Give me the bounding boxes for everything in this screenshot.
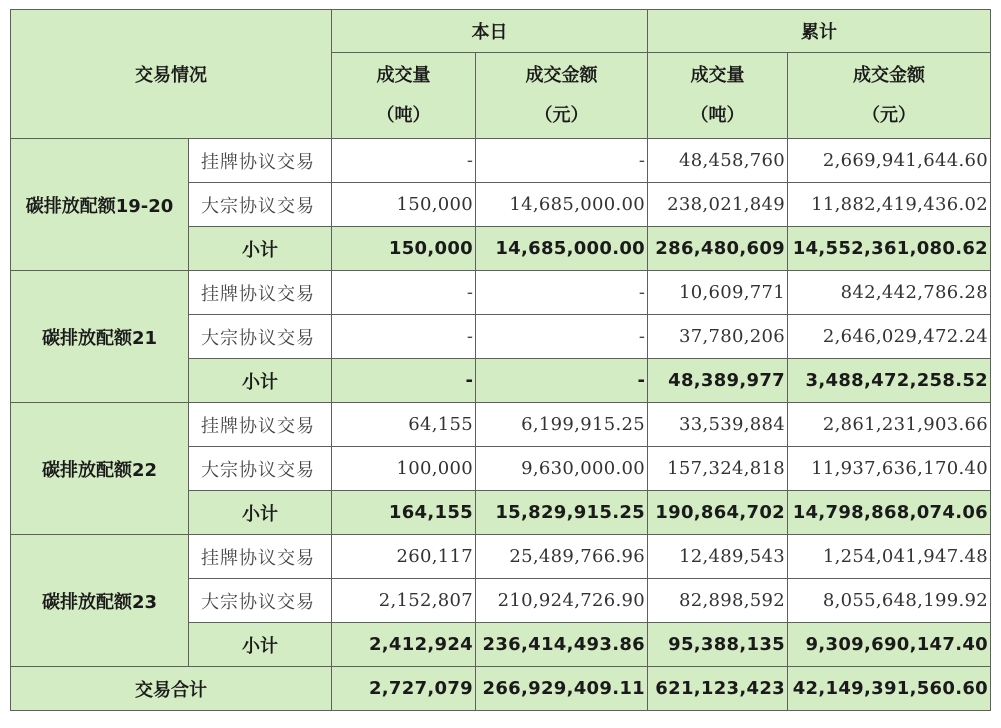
cum-volume: 157,324,818 <box>648 447 788 491</box>
header-cum-amount <box>788 53 991 139</box>
subtotal-cum-amount: 3,488,472,258.52 <box>788 359 991 403</box>
cum-amount: 842,442,786.28 <box>788 271 991 315</box>
today-volume: - <box>332 139 476 183</box>
header-volume-label: 成交量 <box>376 64 431 86</box>
cum-amount: 11,882,419,436.02 <box>788 183 991 227</box>
header-today: 本日 <box>332 10 648 53</box>
today-volume: 260,117 <box>332 535 476 579</box>
header-volume-unit: （吨） <box>376 104 431 126</box>
trade-type: 大宗协议交易 <box>189 315 332 359</box>
header-corner-label: 交易情况 <box>135 65 207 86</box>
table-row <box>11 535 991 579</box>
subtotal-cum-volume: 190,864,702 <box>648 491 788 535</box>
today-amount: 9,630,000.00 <box>476 447 648 491</box>
subtotal-label: 小计 <box>189 227 332 271</box>
cum-volume: 82,898,592 <box>648 579 788 623</box>
header-corner <box>11 10 332 139</box>
today-amount: 6,199,915.25 <box>476 403 648 447</box>
subtotal-cum-volume: 48,389,977 <box>648 359 788 403</box>
subtotal-label: 小计 <box>189 491 332 535</box>
today-amount: - <box>476 271 648 315</box>
today-volume: 64,155 <box>332 403 476 447</box>
header-amount-unit: （元） <box>862 104 916 126</box>
today-amount: 25,489,766.96 <box>476 535 648 579</box>
header-volume-unit: （吨） <box>690 104 745 126</box>
carbon-trading-table <box>10 9 991 711</box>
trade-type: 大宗协议交易 <box>189 183 332 227</box>
today-amount: - <box>476 139 648 183</box>
subtotal-today-amount: - <box>476 359 648 403</box>
header-amount-label: 成交金额 <box>853 64 925 86</box>
group-name: 碳排放配额23 <box>11 535 189 667</box>
today-volume: - <box>332 315 476 359</box>
subtotal-cum-amount: 14,798,868,074.06 <box>788 491 991 535</box>
trade-type: 挂牌协议交易 <box>189 271 332 315</box>
cum-volume: 48,458,760 <box>648 139 788 183</box>
header-amount-unit: （元） <box>534 104 589 126</box>
group-name: 碳排放配额22 <box>11 403 189 535</box>
subtotal-label: 小计 <box>189 359 332 403</box>
total-label: 交易合计 <box>11 667 332 711</box>
cum-volume: 10,609,771 <box>648 271 788 315</box>
cum-volume: 33,539,884 <box>648 403 788 447</box>
cum-volume: 12,489,543 <box>648 535 788 579</box>
header-today-volume <box>332 53 476 139</box>
group-name: 碳排放配额19-20 <box>11 139 189 271</box>
today-amount: 210,924,726.90 <box>476 579 648 623</box>
total-row <box>11 667 991 711</box>
header-cum-volume <box>648 53 788 139</box>
cum-volume: 238,021,849 <box>648 183 788 227</box>
header-volume-label: 成交量 <box>690 64 745 86</box>
cum-amount: 11,937,636,170.40 <box>788 447 991 491</box>
subtotal-cum-volume: 95,388,135 <box>648 623 788 667</box>
today-volume: - <box>332 271 476 315</box>
trade-type: 大宗协议交易 <box>189 447 332 491</box>
subtotal-today-amount: 15,829,915.25 <box>476 491 648 535</box>
header-cumulative: 累计 <box>648 10 991 53</box>
subtotal-label: 小计 <box>189 623 332 667</box>
today-volume: 2,152,807 <box>332 579 476 623</box>
total-today-volume: 2,727,079 <box>332 667 476 711</box>
subtotal-today-volume: 150,000 <box>332 227 476 271</box>
trade-type: 挂牌协议交易 <box>189 535 332 579</box>
trade-type: 大宗协议交易 <box>189 579 332 623</box>
table-row <box>11 403 991 447</box>
cum-amount: 8,055,648,199.92 <box>788 579 991 623</box>
table-row <box>11 139 991 183</box>
subtotal-today-amount: 14,685,000.00 <box>476 227 648 271</box>
cum-amount: 1,254,041,947.48 <box>788 535 991 579</box>
trade-type: 挂牌协议交易 <box>189 139 332 183</box>
today-volume: 100,000 <box>332 447 476 491</box>
subtotal-cum-volume: 286,480,609 <box>648 227 788 271</box>
subtotal-today-amount: 236,414,493.86 <box>476 623 648 667</box>
cum-amount: 2,861,231,903.66 <box>788 403 991 447</box>
subtotal-today-volume: 2,412,924 <box>332 623 476 667</box>
cum-amount: 2,669,941,644.60 <box>788 139 991 183</box>
total-cum-volume: 621,123,423 <box>648 667 788 711</box>
header-today-amount <box>476 53 648 139</box>
today-amount: 14,685,000.00 <box>476 183 648 227</box>
subtotal-cum-amount: 9,309,690,147.40 <box>788 623 991 667</box>
subtotal-today-volume: - <box>332 359 476 403</box>
cum-volume: 37,780,206 <box>648 315 788 359</box>
total-today-amount: 266,929,409.11 <box>476 667 648 711</box>
subtotal-today-volume: 164,155 <box>332 491 476 535</box>
today-volume: 150,000 <box>332 183 476 227</box>
total-cum-amount: 42,149,391,560.60 <box>788 667 991 711</box>
table-row <box>11 271 991 315</box>
today-amount: - <box>476 315 648 359</box>
subtotal-cum-amount: 14,552,361,080.62 <box>788 227 991 271</box>
group-name: 碳排放配额21 <box>11 271 189 403</box>
cum-amount: 2,646,029,472.24 <box>788 315 991 359</box>
header-amount-label: 成交金额 <box>525 64 598 86</box>
trade-type: 挂牌协议交易 <box>189 403 332 447</box>
